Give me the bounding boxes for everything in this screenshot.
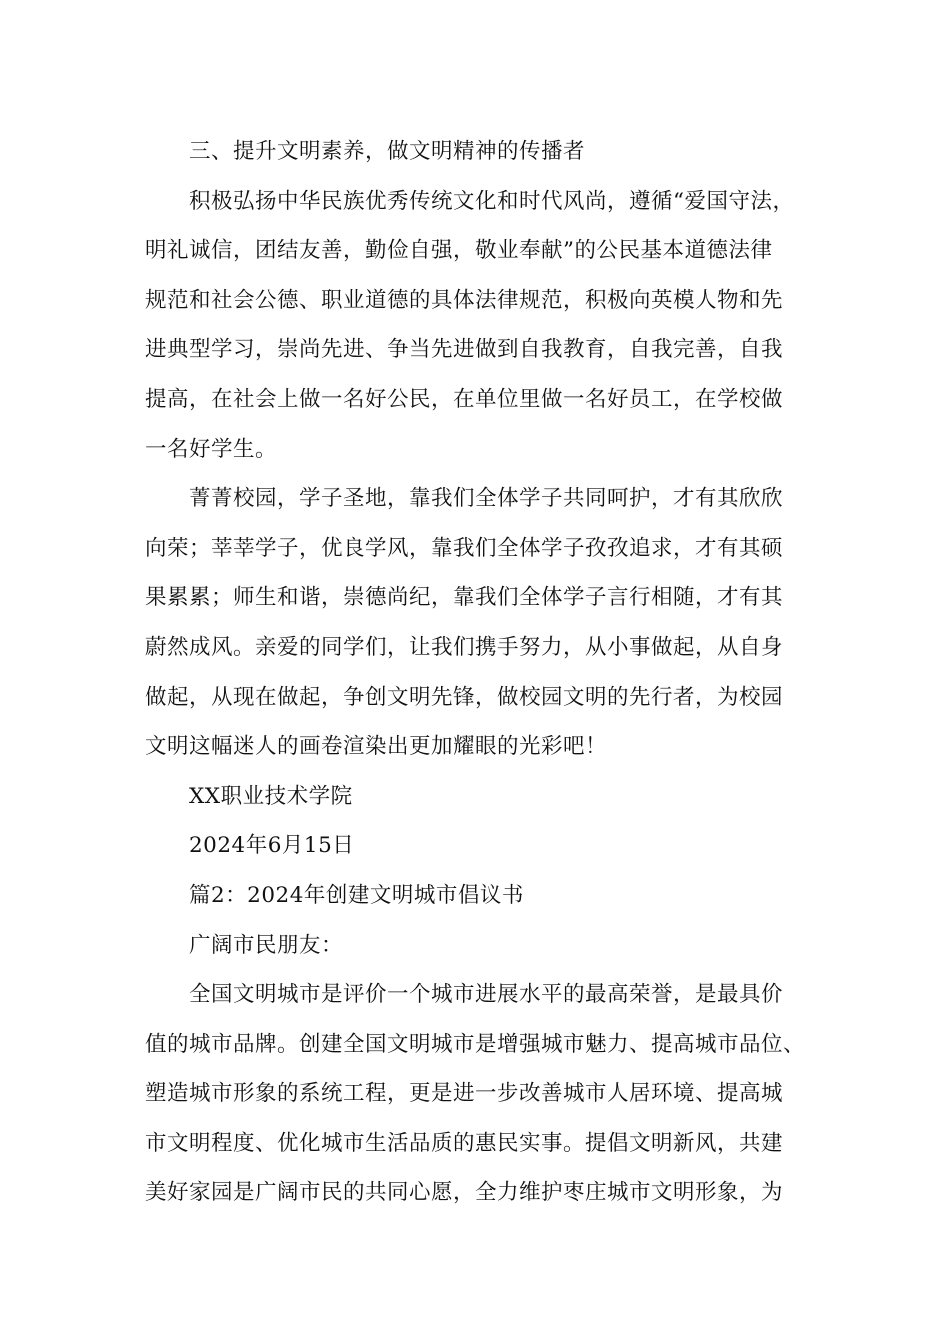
paragraph-line: 值的城市品牌。创建全国文明城市是增强城市魅力、提高城市品位、 [145,1031,806,1057]
paragraph-line: 进典型学习，崇尚先进、争当先进做到自我教育，自我完善，自我 [145,337,784,363]
paragraph-line: 提高，在社会上做一名好公民，在单位里做一名好员工，在学校做 [145,386,784,412]
salutation: 广阔市民朋友： [189,932,344,958]
signature-date: 2024年6月15日 [189,833,355,859]
paragraph-line: 做起，从现在做起，争创文明先锋，做校园文明的先行者，为校园 [145,684,784,710]
paragraph-line: 美好家园是广阔市民的共同心愿，全力维护枣庄城市文明形象，为 [145,1180,784,1206]
signature-organization: XX职业技术学院 [189,783,353,809]
document-body [145,127,810,1218]
paragraph-line: 市文明程度、优化城市生活品质的惠民实事。提倡文明新风，共建 [145,1130,784,1156]
paragraph-line: 规范和社会公德、职业道德的具体法律规范，积极向英模人物和先 [145,287,784,313]
article-title: 篇2：2024年创建文明城市倡议书 [189,882,524,908]
paragraph-line: 向荣；莘莘学子，优良学风，靠我们全体学子孜孜追求，才有其硕 [145,535,784,561]
paragraph-line: 文明这幅迷人的画卷渲染出更加耀眼的光彩吧！ [145,734,608,760]
section-heading: 三、提升文明素养，做文明精神的传播者 [189,139,586,164]
paragraph-line: 全国文明城市是评价一个城市进展水平的最高荣誉，是最具价 [189,982,784,1008]
paragraph-line: 蔚然成风。亲爱的同学们，让我们携手努力，从小事做起，从自身 [145,634,784,660]
paragraph-line: 一名好学生。 [145,436,278,462]
paragraph-line: 积极弘扬中华民族优秀传统文化和时代风尚，遵循“爱国守法， [189,188,795,214]
paragraph-line: 塑造城市形象的系统工程，更是进一步改善城市人居环境、提高城 [145,1081,784,1107]
paragraph-line: 菁菁校园，学子圣地，靠我们全体学子共同呵护，才有其欣欣 [189,486,784,512]
paragraph-line: 果累累；师生和谐，崇德尚纪，靠我们全体学子言行相随，才有其 [145,585,784,611]
paragraph-line: 明礼诚信，团结友善，勤俭自强，敬业奉献”的公民基本道德法律 [145,238,773,264]
